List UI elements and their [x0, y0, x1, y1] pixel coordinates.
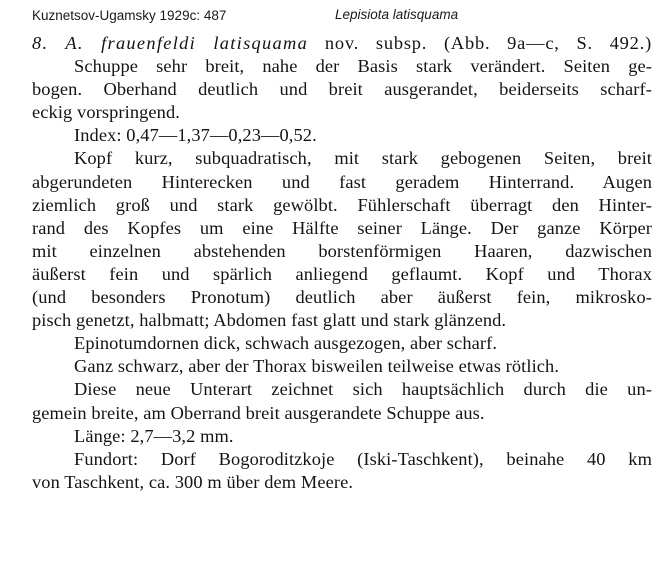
text-line: von Taschkent, ca. 300 m über dem Meere.	[32, 471, 354, 492]
text-line: Schuppe sehr breit, nahe der Basis stark verändert. Seiten ge-	[74, 56, 652, 77]
text-line: bogen. Oberhand deutlich und breit ausgerandet, beiderseits scharf-	[32, 79, 652, 100]
species-annotation: nov. subsp. (Abb. 9a—c, S. 492.)	[308, 33, 652, 53]
species-heading	[32, 32, 652, 55]
text-line: Fundort: Dorf Bogoroditzkoje (Iski-Taschkent), beinahe 40 km	[74, 448, 652, 469]
citation-label: Kuznetsov-Ugamsky 1929c: 487	[32, 8, 227, 23]
text-line: eckig vorspringend.	[32, 102, 180, 123]
text-line: ziemlich groß und stark gewölbt. Fühlerschaft überragt den Hinter-	[32, 194, 652, 215]
text-line: Kopf kurz, subquadratisch, mit stark gebogenen Seiten, breit	[74, 148, 652, 169]
text-line: (und besonders Pronotum) deutlich aber äußerst fein, mikrosko-	[32, 287, 652, 308]
scanned-text-block	[32, 32, 652, 494]
taxon-label: Lepisiota latisquama	[335, 7, 459, 22]
text-line: rand des Kopfes um eine Hälfte seiner Länge. Der ganze Körper	[32, 217, 652, 238]
text-line: pisch genetzt, halbmatt; Abdomen fast glatt und stark glänzend.	[32, 310, 507, 331]
text-line: Diese neue Unterart zeichnet sich hauptsächlich durch die un-	[74, 379, 652, 400]
page-header	[32, 8, 652, 26]
description-body	[32, 55, 652, 494]
text-line: Länge: 2,7—3,2 mm.	[74, 425, 234, 446]
text-line: Epinotumdornen dick, schwach ausgezogen, aber scharf.	[74, 333, 498, 354]
text-line: abgerundeten Hinterecken und fast geradem Hinterrand. Augen	[32, 171, 652, 192]
text-line: Ganz schwarz, aber der Thorax bisweilen teilweise etwas rötlich.	[74, 356, 560, 377]
text-line: äußerst fein und spärlich anliegend geflaumt. Kopf und Thorax	[32, 263, 652, 284]
text-line: mit einzelnen abstehenden borstenförmigen Haaren, dazwischen	[32, 240, 652, 261]
text-line: gemein breite, am Oberrand breit ausgerandete Schuppe aus.	[32, 402, 485, 423]
text-line: Index: 0,47—1,37—0,23—0,52.	[74, 125, 317, 146]
species-name: 8. A. frauenfeldi latisquama	[32, 33, 309, 53]
